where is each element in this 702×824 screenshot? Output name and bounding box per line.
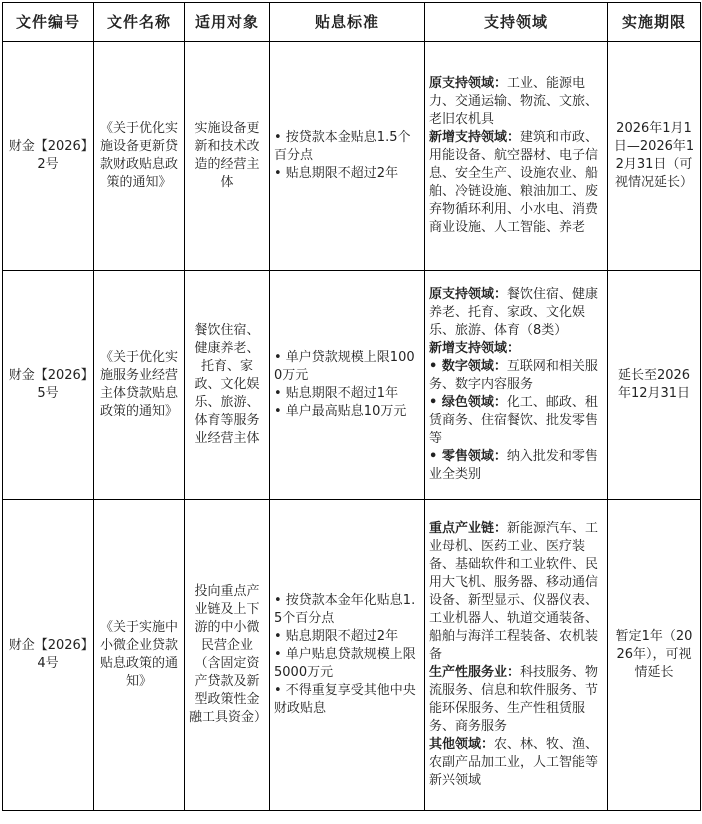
loan-subsidy-policy-table bbox=[2, 2, 701, 811]
field-entry bbox=[429, 340, 603, 358]
standard-item: • 贴息期限不超过2年 bbox=[274, 629, 399, 644]
target-cell: 餐饮住宿、健康养老、托育、家政、文化娱乐、旅游、体育等服务业经营主体 bbox=[185, 271, 270, 500]
field-text: 化工、邮政、租赁商务、住宿餐饮、批发零售等 bbox=[429, 395, 599, 446]
doc-name-cell: 《关于实施中小微企业贷款贴息政策的通知》 bbox=[94, 500, 185, 811]
header-doc-no: 文件编号 bbox=[3, 3, 94, 42]
field-text: 新能源汽车、工业母机、医药工业、医疗装备、基础软件和工业软件、民用大飞机、服务器、移动通信设备、新型显示、仪器仪表、工业机器人、轨道交通装备、船舶与海洋工程装备、农机装备 bbox=[429, 521, 599, 662]
header-standard: 贴息标准 bbox=[270, 3, 425, 42]
field-label: 生产性服务业： bbox=[429, 665, 521, 680]
period-cell: 2026年1月1日—2026年12月31日（可视情况延长） bbox=[608, 42, 701, 271]
field-label: • 数字领域： bbox=[429, 359, 507, 374]
field-label: 重点产业链： bbox=[429, 521, 508, 536]
field-label: 新增支持领域： bbox=[429, 341, 521, 356]
field-entry bbox=[429, 129, 603, 237]
header-doc-name: 文件名称 bbox=[94, 3, 185, 42]
standard-item: • 按贷款本金年化贴息1.5个百分点 bbox=[274, 593, 416, 626]
standard-item: • 单户贴息贷款规模上限5000万元 bbox=[274, 647, 416, 680]
field-entry bbox=[429, 520, 603, 664]
fields-cell bbox=[425, 42, 608, 271]
field-text: 互联网和相关服务、数字内容服务 bbox=[429, 359, 598, 392]
standard-item: • 按贷款本金贴息1.5个百分点 bbox=[274, 130, 411, 163]
period-cell: 延长至2026年12月31日 bbox=[608, 271, 701, 500]
doc-no-cell: 财企【2026】4号 bbox=[3, 500, 94, 811]
field-text: 科技服务、物流服务、信息和软件服务、节能环保服务、生产性租赁服务、商务服务 bbox=[429, 665, 599, 734]
target-cell: 投向重点产业链及上下游的中小微民营企业（含固定资产贷款及新型政策性金融工具资金） bbox=[185, 500, 270, 811]
field-label: 新增支持领域： bbox=[429, 130, 521, 145]
standard-item: • 单户最高贴息10万元 bbox=[274, 404, 407, 419]
standard-cell bbox=[270, 271, 425, 500]
header-target: 适用对象 bbox=[185, 3, 270, 42]
table-row bbox=[3, 271, 701, 500]
header-row bbox=[3, 3, 701, 42]
standard-item: • 贴息期限不超过1年 bbox=[274, 386, 399, 401]
field-entry bbox=[429, 358, 603, 394]
field-label: 其他领域： bbox=[429, 737, 495, 752]
field-entry bbox=[429, 286, 603, 340]
standard-cell bbox=[270, 42, 425, 271]
field-label: 原支持领域： bbox=[429, 287, 508, 302]
field-text: 建筑和市政、用能设备、航空器材、电子信息、安全生产、设施农业、船舶、冷链设施、粮油加工、废弃物循环利用、小水电、消费商业设施、人工智能、养老 bbox=[429, 130, 599, 235]
fields-cell bbox=[425, 500, 608, 811]
field-label: • 零售领域： bbox=[429, 449, 507, 464]
field-text: 纳入批发和零售业全类别 bbox=[429, 449, 598, 482]
doc-name-cell: 《关于优化实施设备更新贷款财政贴息政策的通知》 bbox=[94, 42, 185, 271]
standard-item: • 不得重复享受其他中央财政贴息 bbox=[274, 683, 416, 716]
policy-table-container bbox=[2, 2, 701, 811]
standard-item: • 单户贷款规模上限1000万元 bbox=[274, 350, 415, 383]
field-entry bbox=[429, 394, 603, 448]
field-text: 农、林、牧、渔、农副产品加工业，人工智能等新兴领域 bbox=[429, 737, 599, 788]
doc-no-cell: 财金【2026】2号 bbox=[3, 42, 94, 271]
fields-cell bbox=[425, 271, 608, 500]
period-cell: 暂定1年（2026年），可视情延长 bbox=[608, 500, 701, 811]
table-row bbox=[3, 500, 701, 811]
standard-cell bbox=[270, 500, 425, 811]
table-row bbox=[3, 42, 701, 271]
field-entry bbox=[429, 736, 603, 790]
field-label: 原支持领域： bbox=[429, 76, 508, 91]
target-cell: 实施设备更新和技术改造的经营主体 bbox=[185, 42, 270, 271]
field-text: 餐饮住宿、健康养老、托育、家政、文化娱乐、旅游、体育（8类） bbox=[429, 287, 599, 338]
field-entry bbox=[429, 75, 603, 129]
header-period: 实施期限 bbox=[608, 3, 701, 42]
doc-no-cell: 财金【2026】5号 bbox=[3, 271, 94, 500]
standard-item: • 贴息期限不超过2年 bbox=[274, 166, 399, 181]
field-label: • 绿色领域： bbox=[429, 395, 507, 410]
doc-name-cell: 《关于优化实施服务业经营主体贷款贴息政策的通知》 bbox=[94, 271, 185, 500]
field-entry bbox=[429, 664, 603, 736]
field-entry bbox=[429, 448, 603, 484]
field-text: 工业、能源电力、交通运输、物流、文旅、老旧农机具 bbox=[429, 76, 599, 127]
header-fields: 支持领域 bbox=[425, 3, 608, 42]
